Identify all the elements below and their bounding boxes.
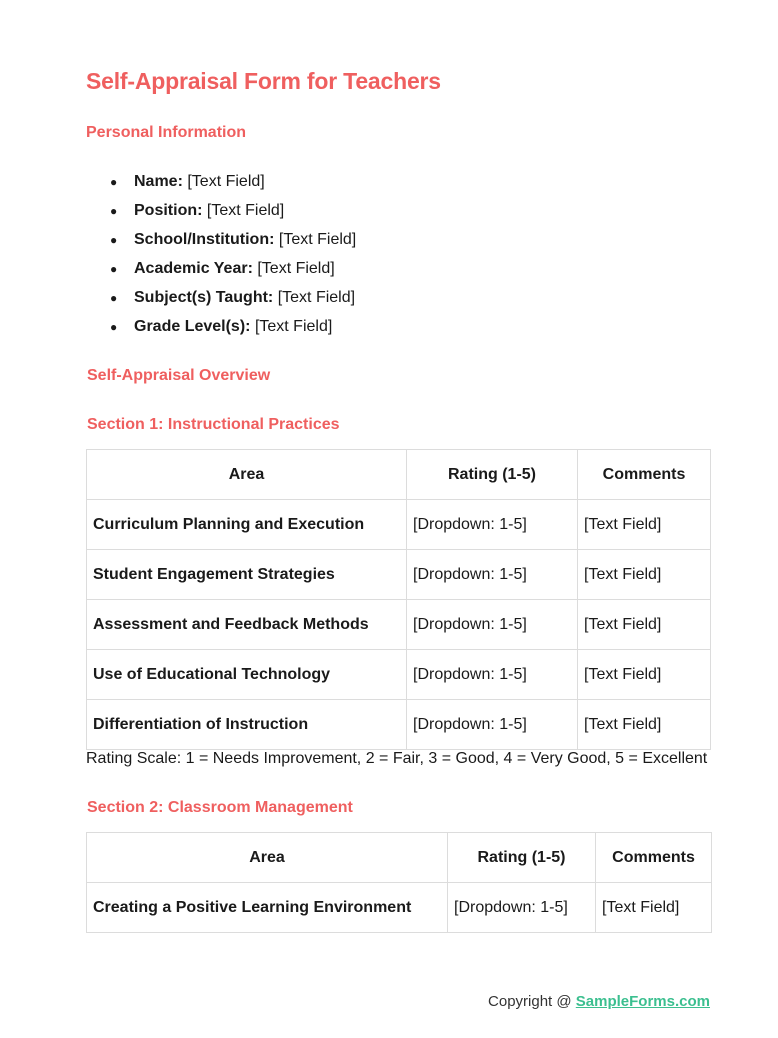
field-label: Subject(s) Taught: [134, 289, 274, 306]
table-row [87, 883, 712, 933]
bullet-icon: ● [110, 291, 118, 305]
area-cell: Use of Educational Technology [87, 650, 407, 700]
bullet-icon: ● [110, 320, 118, 334]
column-header-area: Area [87, 450, 407, 500]
section1-heading: Section 1: Instructional Practices [87, 416, 340, 433]
area-cell: Differentiation of Instruction [87, 700, 407, 750]
field-value[interactable]: [Text Field] [277, 289, 356, 306]
area-cell: Creating a Positive Learning Environment [87, 883, 448, 933]
list-item [86, 286, 356, 315]
field-label: Academic Year: [134, 260, 253, 277]
field-label: School/Institution: [134, 231, 275, 248]
list-item [86, 170, 356, 199]
personal-info-heading: Personal Information [86, 124, 247, 141]
comments-field[interactable]: [Text Field] [578, 550, 711, 600]
comments-field[interactable]: [Text Field] [578, 650, 711, 700]
rating-dropdown[interactable]: [Dropdown: 1-5] [407, 700, 578, 750]
table-header-row [87, 833, 712, 883]
area-cell: Curriculum Planning and Execution [87, 500, 407, 550]
field-value[interactable]: [Text Field] [257, 260, 335, 277]
field-label: Name: [134, 173, 183, 190]
rating-dropdown[interactable]: [Dropdown: 1-5] [407, 500, 578, 550]
field-value[interactable]: [Text Field] [206, 202, 285, 219]
overview-heading: Self-Appraisal Overview [87, 367, 271, 384]
copyright-footer [488, 993, 710, 1010]
section1-table [86, 449, 711, 750]
table-row [87, 600, 711, 650]
rating-dropdown[interactable]: [Dropdown: 1-5] [448, 883, 596, 933]
section2-table [86, 832, 712, 933]
column-header-comments: Comments [578, 450, 711, 500]
list-item [86, 315, 356, 344]
list-item [86, 228, 356, 257]
field-label: Grade Level(s): [134, 318, 251, 335]
list-item [86, 199, 356, 228]
table-row [87, 650, 711, 700]
rating-dropdown[interactable]: [Dropdown: 1-5] [407, 600, 578, 650]
field-value[interactable]: [Text Field] [254, 318, 333, 335]
brand-link[interactable]: SampleForms.com [575, 993, 710, 1010]
copyright-prefix: Copyright @ [488, 993, 576, 1010]
comments-field[interactable]: [Text Field] [578, 600, 711, 650]
field-value[interactable]: [Text Field] [187, 173, 265, 190]
table-row [87, 700, 711, 750]
rating-scale-note: Rating Scale: 1 = Needs Improvement, 2 = Fair, 3 = Good, 4 = Very Good, 5 = Excellent [86, 750, 708, 767]
column-header-rating: Rating (1-5) [407, 450, 578, 500]
bullet-icon: ● [110, 175, 118, 189]
comments-field[interactable]: [Text Field] [578, 700, 711, 750]
bullet-icon: ● [110, 204, 118, 218]
comments-field[interactable]: [Text Field] [596, 883, 712, 933]
field-value[interactable]: [Text Field] [278, 231, 357, 248]
list-item [86, 257, 356, 286]
area-cell: Student Engagement Strategies [87, 550, 407, 600]
column-header-area: Area [87, 833, 448, 883]
area-cell: Assessment and Feedback Methods [87, 600, 407, 650]
rating-dropdown[interactable]: [Dropdown: 1-5] [407, 650, 578, 700]
table-header-row [87, 450, 711, 500]
bullet-icon: ● [110, 262, 118, 276]
field-label: Position: [134, 202, 203, 219]
rating-dropdown[interactable]: [Dropdown: 1-5] [407, 550, 578, 600]
section2-heading: Section 2: Classroom Management [87, 799, 353, 816]
personal-info-list [86, 170, 356, 344]
bullet-icon: ● [110, 233, 118, 247]
table-row [87, 550, 711, 600]
comments-field[interactable]: [Text Field] [578, 500, 711, 550]
page-title: Self-Appraisal Form for Teachers [86, 68, 441, 94]
column-header-comments: Comments [596, 833, 712, 883]
table-row [87, 500, 711, 550]
column-header-rating: Rating (1-5) [448, 833, 596, 883]
